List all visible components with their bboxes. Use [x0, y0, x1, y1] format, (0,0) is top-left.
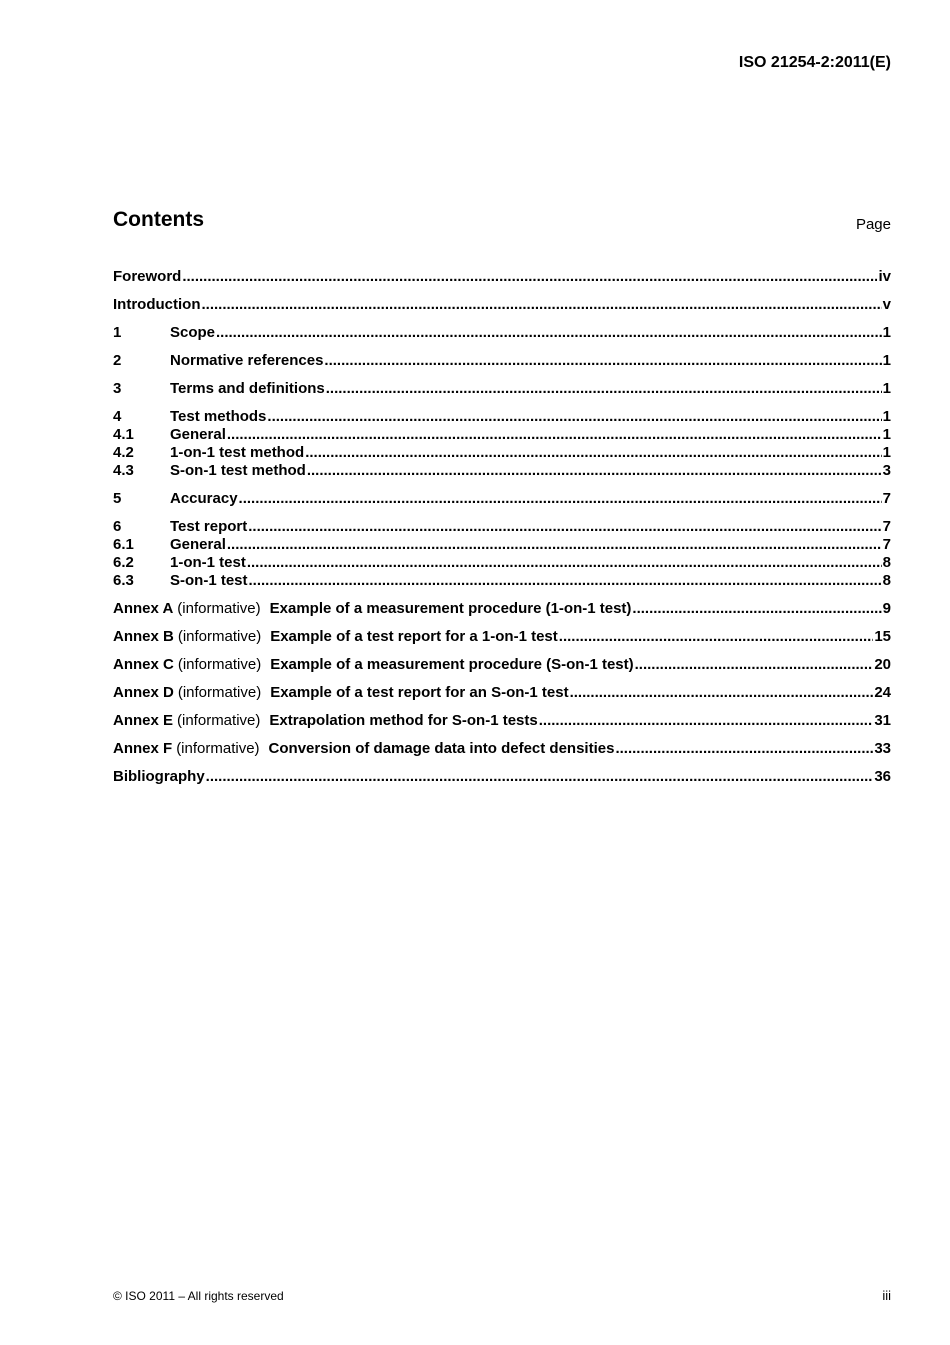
dot-leader: [539, 712, 874, 730]
annex-title: Example of a measurement procedure (S-on-1 test): [270, 656, 634, 673]
toc-entry-page: 1: [882, 444, 891, 461]
toc-entry-title: General: [170, 426, 226, 443]
toc-entry-title: Terms and definitions: [170, 380, 325, 397]
annex-label: Annex A: [113, 600, 174, 617]
toc-entry-6-3-s-on-1-test[interactable]: [113, 572, 891, 590]
toc-entry-scope[interactable]: [113, 324, 891, 342]
toc-entry-page: 1: [882, 426, 891, 443]
toc-entry-4-1-general[interactable]: [113, 426, 891, 444]
toc-entry-page: 1: [882, 380, 891, 397]
toc-entry-terms-and-definitions[interactable]: [113, 380, 891, 398]
annex-title: Extrapolation method for S-on-1 tests: [269, 712, 538, 729]
page-number: iii: [882, 1288, 891, 1303]
dot-leader: [227, 426, 882, 444]
toc-entry-number: 4: [113, 408, 122, 425]
dot-leader: [635, 656, 874, 674]
dot-leader: [247, 554, 882, 572]
annex-title: Conversion of damage data into defect densities: [268, 740, 615, 757]
toc-entry-title: Bibliography: [113, 768, 205, 785]
dot-leader: [324, 352, 881, 370]
toc-entry-title: Accuracy: [170, 490, 238, 507]
toc-annex-f[interactable]: [113, 740, 891, 758]
toc-entry-page: 7: [882, 518, 891, 535]
toc-entry-title: 1-on-1 test: [170, 554, 246, 571]
toc-entry-title: Foreword: [113, 268, 182, 285]
toc-entry-foreword[interactable]: [113, 268, 891, 286]
toc-entry-title: Normative references: [170, 352, 324, 369]
toc-entry-number: 6.3: [113, 572, 134, 589]
dot-leader: [249, 572, 882, 590]
annex-page: 9: [882, 600, 891, 617]
toc-entry-normative-references[interactable]: [113, 352, 891, 370]
annex-page: 31: [874, 712, 891, 729]
copyright-notice: © ISO 2011 – All rights reserved: [113, 1289, 284, 1303]
toc-entry-number: 6.1: [113, 536, 134, 553]
toc-entry-page: 8: [882, 572, 891, 589]
toc-entry-test-report[interactable]: [113, 518, 891, 536]
contents-title: Contents: [113, 208, 204, 231]
toc-annex-e[interactable]: [113, 712, 891, 730]
dot-leader: [570, 684, 874, 702]
toc-annex-a[interactable]: [113, 600, 891, 618]
toc-entry-4-3-s-on-1-test-method[interactable]: [113, 462, 891, 480]
annex-title: Example of a measurement procedure (1-on-1 test): [269, 600, 632, 617]
toc-entry-page: 7: [882, 536, 891, 553]
toc-entry-page: 1: [882, 324, 891, 341]
toc-entry-title: Introduction: [113, 296, 201, 313]
toc-entry-page: 3: [882, 462, 891, 479]
dot-leader: [267, 408, 881, 426]
toc-entry-title: General: [170, 536, 226, 553]
toc-entry-introduction[interactable]: [113, 296, 891, 314]
toc-entry-number: 2: [113, 352, 122, 369]
toc-entry-number: 3: [113, 380, 122, 397]
dot-leader: [182, 268, 877, 286]
annex-type: (informative): [177, 712, 261, 729]
annex-title: Example of a test report for an S-on-1 test: [270, 684, 569, 701]
toc-entry-title: 1-on-1 test method: [170, 444, 305, 461]
toc-annex-b[interactable]: [113, 628, 891, 646]
dot-leader: [227, 536, 882, 554]
toc-entry-accuracy[interactable]: [113, 490, 891, 508]
toc-entry-page: 8: [882, 554, 891, 571]
toc-entry-4-2-1-on-1-test-method[interactable]: [113, 444, 891, 462]
toc-annex-d[interactable]: [113, 684, 891, 702]
annex-page: 20: [874, 656, 891, 673]
annex-label: Annex D: [113, 684, 174, 701]
toc-entry-title: Test report: [170, 518, 248, 535]
toc-entry-number: 4.2: [113, 444, 134, 461]
toc-entry-title: S-on-1 test: [170, 572, 248, 589]
toc-entry-title: Scope: [170, 324, 216, 341]
toc-entry-test-methods[interactable]: [113, 408, 891, 426]
annex-page: 33: [874, 740, 891, 757]
toc-annex-c[interactable]: [113, 656, 891, 674]
toc-entry-number: 4.1: [113, 426, 134, 443]
annex-label: Annex E: [113, 712, 174, 729]
dot-leader: [632, 600, 881, 618]
annex-type: (informative): [177, 628, 262, 645]
dot-leader: [239, 490, 882, 508]
annex-type: (informative): [177, 656, 262, 673]
toc-entry-page: 1: [882, 352, 891, 369]
toc-entry-number: 1: [113, 324, 122, 341]
annex-type: (informative): [177, 684, 262, 701]
annex-page: 24: [874, 684, 891, 701]
toc-entry-number: 4.3: [113, 462, 134, 479]
toc-entry-page: 7: [882, 490, 891, 507]
toc-entry-number: 6.2: [113, 554, 134, 571]
annex-title: Example of a test report for a 1-on-1 test: [270, 628, 558, 645]
toc-entry-page: iv: [878, 268, 891, 285]
toc-entry-number: 6: [113, 518, 122, 535]
dot-leader: [307, 462, 882, 480]
dot-leader: [201, 296, 881, 314]
annex-type: (informative): [177, 600, 261, 617]
annex-label: Annex C: [113, 656, 174, 673]
document-code: ISO 21254-2:2011(E): [738, 54, 891, 71]
toc-entry-title: S-on-1 test method: [170, 462, 306, 479]
toc-entry-page: v: [882, 296, 891, 313]
dot-leader: [206, 768, 874, 786]
annex-label: Annex F: [113, 740, 173, 757]
dot-leader: [559, 628, 874, 646]
annex-type: (informative): [176, 740, 260, 757]
annex-label: Annex B: [113, 628, 174, 645]
toc-entry-number: 5: [113, 490, 122, 507]
dot-leader: [326, 380, 882, 398]
toc-entry-title: Test methods: [170, 408, 267, 425]
table-of-contents: [113, 268, 891, 786]
toc-entry-page: 36: [874, 768, 891, 785]
dot-leader: [305, 444, 881, 462]
toc-entry-bibliography[interactable]: [113, 768, 891, 786]
toc-entry-page: 1: [882, 408, 891, 425]
dot-leader: [216, 324, 882, 342]
dot-leader: [615, 740, 873, 758]
page-column-label: Page: [855, 216, 891, 233]
toc-entry-6-2-1-on-1-test[interactable]: [113, 554, 891, 572]
dot-leader: [248, 518, 881, 536]
toc-entry-6-1-general[interactable]: [113, 536, 891, 554]
annex-page: 15: [874, 628, 891, 645]
